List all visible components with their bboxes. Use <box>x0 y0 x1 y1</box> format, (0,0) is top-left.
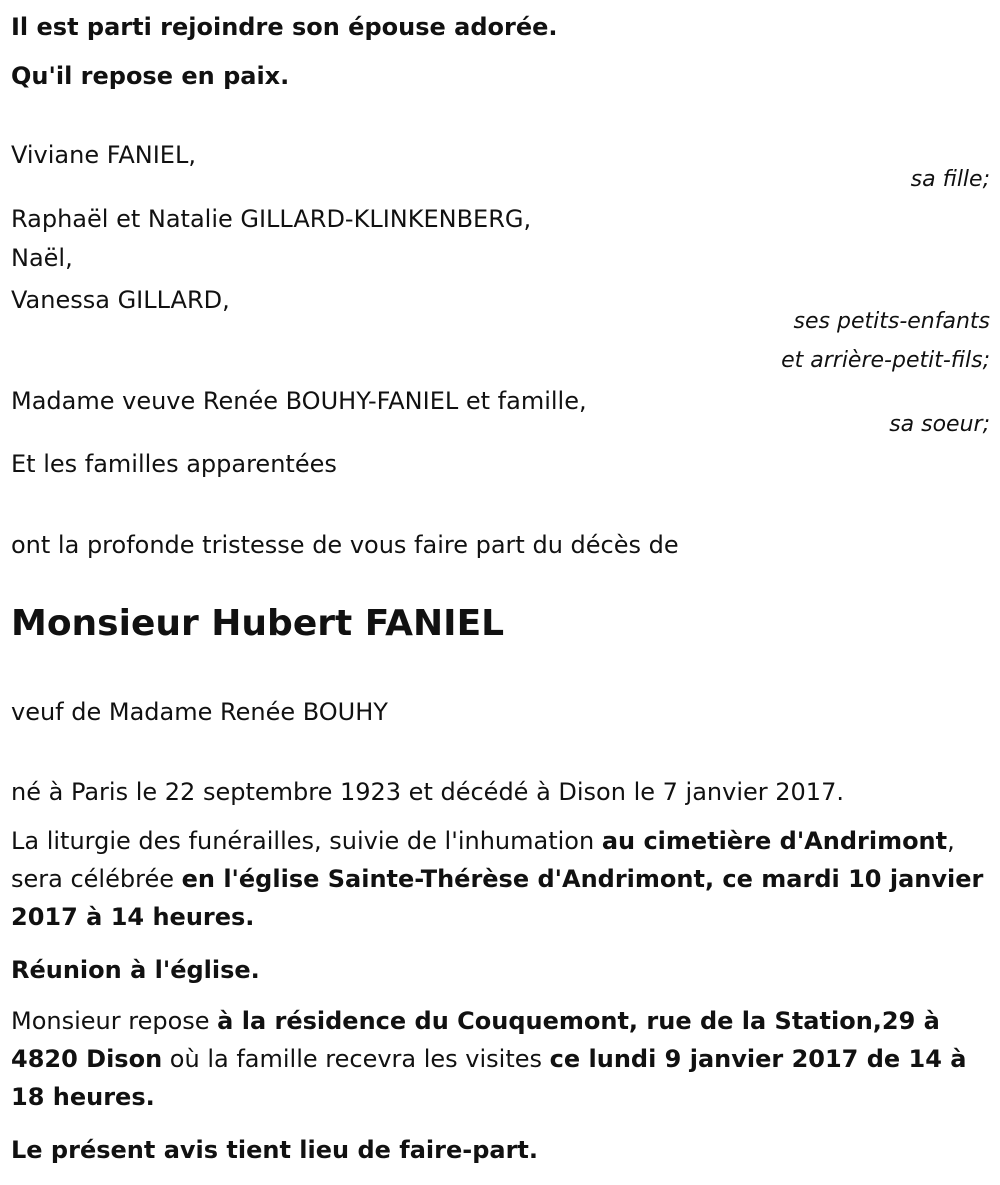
visitation-residence: à la résidence du Couquemont, rue de la Station,29 à 4820 Dison <box>11 1007 940 1073</box>
grandchild-1: Raphaël et Natalie GILLARD-KLINKENBERG, <box>11 205 532 233</box>
birth-death-line: né à Paris le 22 septembre 1923 et décédé à Dison le 7 janvier 2017. <box>11 778 844 806</box>
grandchildren-role-1: ses petits-enfants <box>793 309 990 334</box>
daughter-name: Viviane FANIEL, <box>11 141 196 169</box>
meeting-line: Réunion à l'église. <box>11 956 260 984</box>
deceased-name: Monsieur Hubert FANIEL <box>11 603 505 644</box>
liturgy-text-2: , sera célébrée <box>11 827 955 893</box>
visitation-paragraph <box>11 1002 991 1116</box>
closing-line: Le présent avis tient lieu de faire-part. <box>11 1136 539 1164</box>
intro-line-2: Qu'il repose en paix. <box>11 62 290 90</box>
liturgy-text-1: La liturgie des funérailles, suivie de l'inhumation <box>11 827 602 855</box>
sister-name: Madame veuve Renée BOUHY-FANIEL et famille, <box>11 387 587 415</box>
grandchild-3: Vanessa GILLARD, <box>11 286 230 314</box>
intro-line-1: Il est parti rejoindre son épouse adorée. <box>11 13 558 41</box>
visitation-date: ce lundi 9 janvier 2017 de 14 à 18 heures. <box>11 1045 967 1111</box>
liturgy-church-date: en l'église Sainte-Thérèse d'Andrimont, ce mardi 10 janvier 2017 à 14 heures. <box>11 865 984 931</box>
grandchild-2: Naël, <box>11 244 73 272</box>
sister-role: sa soeur; <box>889 412 990 437</box>
visitation-text-1: Monsieur repose <box>11 1007 218 1035</box>
liturgy-paragraph <box>11 822 991 936</box>
announcement-line: ont la profonde tristesse de vous faire part du décès de <box>11 531 679 559</box>
grandchildren-role-2: et arrière-petit-fils; <box>781 348 990 373</box>
widower-line: veuf de Madame Renée BOUHY <box>11 698 388 726</box>
liturgy-cemetery: au cimetière d'Andrimont <box>601 827 948 855</box>
daughter-role: sa fille; <box>910 167 990 192</box>
visitation-text-2: où la famille recevra les visites <box>162 1045 550 1073</box>
relatives-line: Et les familles apparentées <box>11 450 337 478</box>
